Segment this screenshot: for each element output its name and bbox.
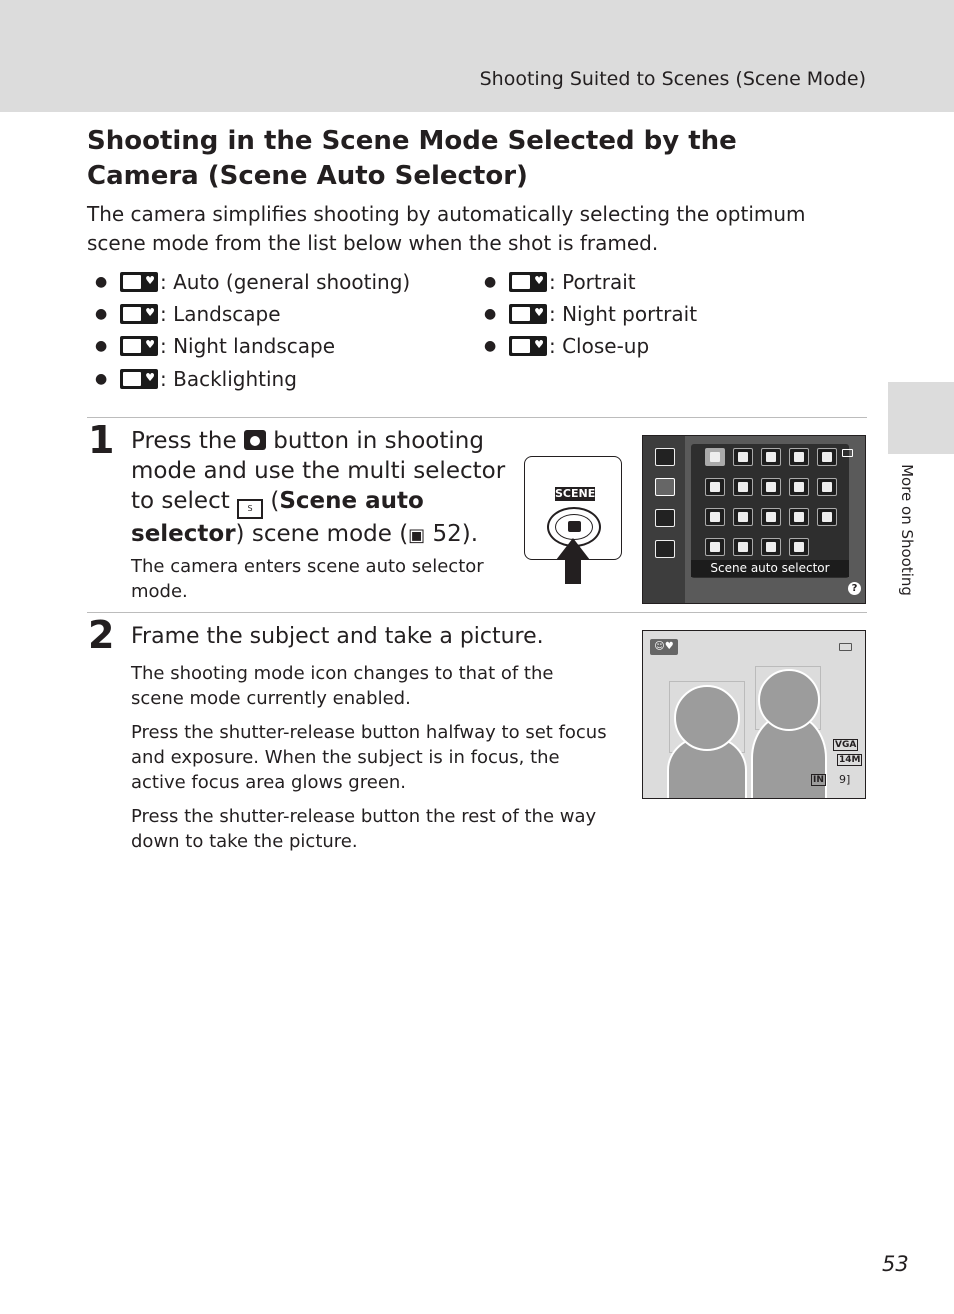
intro-paragraph: The camera simplifies shooting by automatically selecting the optimum scene mode from the list below when the shot is framed. [87,202,806,255]
portrait-preview-screen [642,630,866,799]
page-title: Shooting in the Scene Mode Selected by the Camera (Scene Auto Selector) [87,126,737,191]
book-icon: ▣ [408,525,426,546]
sunset-icon [789,478,809,496]
side-tab [888,382,954,454]
mode-sidebar [643,436,685,603]
list-item: ● ♥ : Backlighting [95,367,297,391]
header-band [0,0,954,112]
battery-icon [842,449,853,457]
landscape-icon [761,448,781,466]
night-portrait-icon [817,448,837,466]
arrow-stem [565,558,581,584]
list-item: ● ♥ : Night portrait [484,302,697,326]
arrow-up-icon [556,538,590,560]
smile-icon [655,509,675,527]
landscape-icon [120,304,158,324]
list-item: ● ♥ : Portrait [484,270,636,294]
night-portrait-icon [509,304,547,324]
camera-icon [244,430,266,450]
step-number: 1 [88,418,115,462]
divider [87,612,867,613]
museum-icon [789,508,809,526]
side-tab-label: More on Shooting [898,464,916,596]
page-number: 53 [882,1252,909,1276]
person-silhouette [674,685,740,751]
step-2-heading: Frame the subject and take a picture. [131,624,544,649]
camera-icon [568,521,581,532]
sports-icon [789,448,809,466]
list-item: ● ♥ : Auto (general shooting) [95,270,410,294]
image-size-icon: 14M [839,755,861,765]
camera-icon [655,448,675,466]
snow-icon [761,478,781,496]
scene-auto-icon [705,448,725,466]
scene-icon [655,478,675,496]
internal-memory-icon: IN [813,775,824,785]
portrait-icon [733,448,753,466]
person-silhouette [758,669,820,731]
portrait-icon: ☺♥ [650,639,678,655]
step-1-instruction: Press the button in shooting mode and use the multi selector to select S (Scene auto selector) scene mode (▣ 52). [131,426,511,551]
list-item: ● ♥ : Landscape [95,302,281,326]
step-1-note: The camera enters scene auto selector mode. [131,556,484,602]
dusk-icon [817,478,837,496]
panorama-icon [761,538,781,556]
scene-caption: Scene auto selector [691,560,849,577]
fireworks-icon [817,508,837,526]
beach-icon [733,478,753,496]
battery-icon [839,643,852,651]
backlighting-icon [120,369,158,389]
food-icon [761,508,781,526]
night-landscape-icon [705,508,725,526]
copy-icon [705,538,725,556]
list-item: ● ♥ : Night landscape [95,334,335,358]
close-up-icon [509,336,547,356]
scene-auto-icon: S [237,499,263,519]
step-2-note: Press the shutter-release button the rest of the way down to take the picture. [131,806,597,852]
step-2-note: Press the shutter-release button halfway to set focus and exposure. When the subject is in focus, the active focus area glows green. [131,722,607,793]
image-mode-icon: VGA [835,740,857,750]
section-header: Shooting Suited to Scenes (Scene Mode) [479,68,866,90]
night-landscape-icon [120,336,158,356]
pet-portrait-icon [789,538,809,556]
exposures-remaining: 9] [839,773,851,786]
step-2-note: The shooting mode icon changes to that of the scene mode currently enabled. [131,663,554,709]
backlighting-icon [733,538,753,556]
help-icon: ? [848,582,861,595]
scene-button-label: SCENE [555,487,596,500]
portrait-icon [509,272,547,292]
scene-auto-icon [120,272,158,292]
close-up-icon [733,508,753,526]
subject-tracking-icon [655,540,675,558]
divider [87,417,867,418]
party-icon [705,478,725,496]
list-item: ● ♥ : Close-up [484,334,649,358]
scene-menu-screen [642,435,866,604]
step-number: 2 [88,613,115,657]
